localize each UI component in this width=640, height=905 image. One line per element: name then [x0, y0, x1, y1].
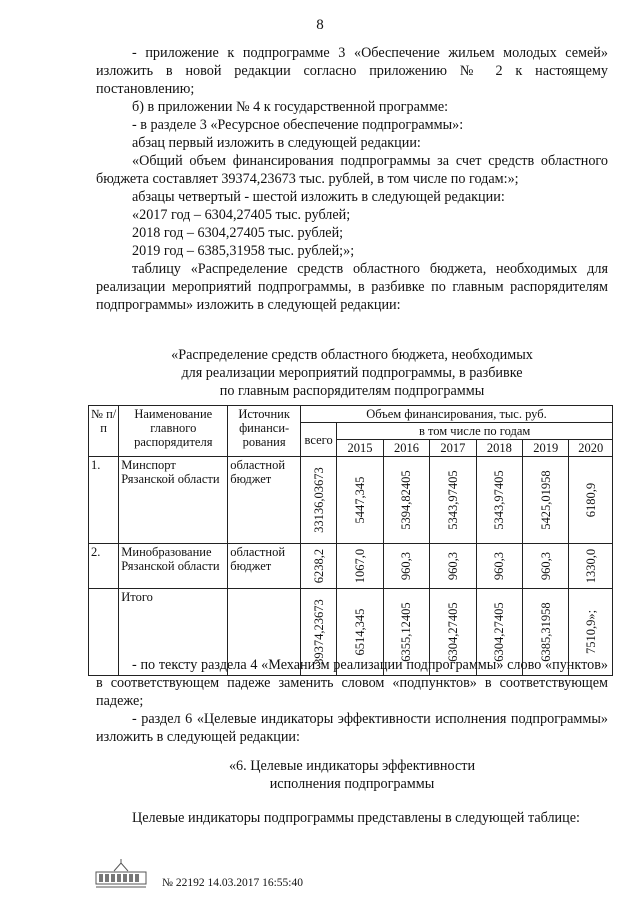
- footer: [92, 857, 392, 893]
- header-year: 2018: [476, 440, 522, 457]
- header-volume: Объем финансирования, тыс. руб.: [300, 406, 612, 423]
- row-total: 39374,23673: [311, 599, 326, 665]
- row-source: областной бюджет: [228, 544, 301, 589]
- year-value: 6514,345: [353, 608, 368, 656]
- year-value: 5447,345: [353, 476, 368, 524]
- year-value-cell: [430, 544, 476, 589]
- paragraph: 2019 год – 6385,31958 тыс. рублей;»;: [132, 243, 355, 259]
- year-value-cell: [569, 544, 613, 589]
- financing-table: [88, 405, 613, 676]
- row-num: 2.: [89, 544, 119, 589]
- year-value: 1330,0: [583, 548, 598, 584]
- section-title: [96, 757, 608, 793]
- caption-line: для реализации мероприятий подпрограммы, в разбивке: [181, 365, 523, 381]
- footer-doc-info: [162, 874, 303, 892]
- footer-doc-info-text: 22192 14.03.2017 16:55:40: [175, 877, 303, 889]
- paragraph: 2018 год – 6304,27405 тыс. рублей;: [132, 225, 344, 241]
- year-value: 960,3: [538, 551, 553, 581]
- year-value: 960,3: [492, 551, 507, 581]
- header-year: 2015: [337, 440, 383, 457]
- year-value-cell: [430, 457, 476, 544]
- year-value-cell: [337, 457, 383, 544]
- row-name: Итого: [119, 589, 228, 676]
- paragraph: абзацы четвертый - шестой изложить в следующей редакции:: [132, 189, 505, 205]
- paragraph: - в разделе 3 «Ресурсное обеспечение подпрограммы»:: [132, 117, 464, 133]
- caption-line: «Распределение средств областного бюджета, необходимых: [171, 347, 533, 363]
- closing-text: [96, 809, 608, 827]
- row-total-cell: [300, 544, 336, 589]
- year-value: 960,3: [445, 551, 460, 581]
- after-table-text: [96, 656, 608, 746]
- row-total: 33136,03673: [311, 467, 326, 533]
- header-year: 2020: [569, 440, 613, 457]
- header-year: 2017: [430, 440, 476, 457]
- year-value-cell: [523, 544, 569, 589]
- year-value: 6304,27405: [445, 602, 460, 662]
- page-number: 8: [316, 17, 324, 33]
- paragraph: абзац первый изложить в следующей редакции:: [132, 135, 421, 151]
- paragraph: «Общий объем финансирования подпрограммы за счет средств областного бюджета составляет 39374,23673 тыс. рублей, в том числе по годам:»;: [96, 153, 608, 187]
- year-value: 6180,9: [583, 482, 598, 518]
- row-name: Минспорт Рязанской области: [119, 457, 228, 544]
- paragraph: б) в приложении № 4 к государственной программе:: [132, 99, 449, 115]
- header-source: Источник финанси-рования: [228, 406, 301, 457]
- year-value: 1067,0: [353, 548, 368, 584]
- row-source: областной бюджет: [228, 457, 301, 544]
- row-total: 6238,2: [311, 548, 326, 584]
- year-value: 5394,82405: [399, 470, 414, 530]
- year-value: 5343,97405: [445, 470, 460, 530]
- year-value: 6355,12405: [399, 602, 414, 662]
- section-title-line: исполнения подпрограммы: [269, 776, 435, 792]
- header-year: 2016: [383, 440, 429, 457]
- year-value: 6385,31958: [538, 602, 553, 662]
- header-name: Наименование главного распорядителя: [119, 406, 228, 457]
- table-row: [89, 544, 613, 589]
- row-name: Минобразование Рязанской области: [119, 544, 228, 589]
- year-value: 5343,97405: [492, 470, 507, 530]
- seal-stamp-icon: [92, 857, 150, 891]
- section-title-line: «6. Целевые индикаторы эффективности: [228, 758, 476, 774]
- paragraph: таблицу «Распределение средств областного бюджета, необходимых для реализации мероприятий подпрограммы, в разбивке по главным распорядителям подпрограммы» изложить в следующей редакции:: [96, 261, 608, 313]
- row-num: 1.: [89, 457, 119, 544]
- table-row: [89, 457, 613, 544]
- intro-text: [96, 44, 608, 314]
- header-year: 2019: [523, 440, 569, 457]
- caption-line: по главным распорядителям подпрограммы: [219, 383, 485, 399]
- header-total: всего: [300, 423, 336, 457]
- row-total-cell: [300, 457, 336, 544]
- year-value-cell: [383, 457, 429, 544]
- number-sign-icon: №: [162, 877, 173, 889]
- year-value-cell: [337, 544, 383, 589]
- year-value-cell: [476, 457, 522, 544]
- year-value-cell: [569, 457, 613, 544]
- year-value: 7510,9»;: [583, 609, 598, 655]
- header-by-years: в том числе по годам: [337, 423, 613, 440]
- table-caption: [96, 346, 608, 400]
- year-value-cell: [523, 457, 569, 544]
- year-value-cell: [476, 544, 522, 589]
- paragraph: Целевые индикаторы подпрограммы представлены в следующей таблице:: [132, 810, 580, 826]
- year-value-cell: [383, 544, 429, 589]
- year-value: 5425,01958: [538, 470, 553, 530]
- header-num: № п/п: [89, 406, 119, 457]
- paragraph: - по тексту раздела 4 «Механизм реализации подпрограммы» слово «пунктов» в соответствующем падеже заменить словом «подпунктов» в соответствующем падеже;: [96, 657, 608, 709]
- year-value: 960,3: [399, 551, 414, 581]
- paragraph: - приложение к подпрограмме 3 «Обеспечение жильем молодых семей» изложить в новой редакции согласно приложению № 2 к настоящему постановлению;: [96, 45, 608, 97]
- paragraph: «2017 год – 6304,27405 тыс. рублей;: [132, 207, 351, 223]
- paragraph: - раздел 6 «Целевые индикаторы эффективности исполнения подпрограммы» изложить в следующей редакции:: [96, 711, 608, 745]
- year-value: 6304,27405: [492, 602, 507, 662]
